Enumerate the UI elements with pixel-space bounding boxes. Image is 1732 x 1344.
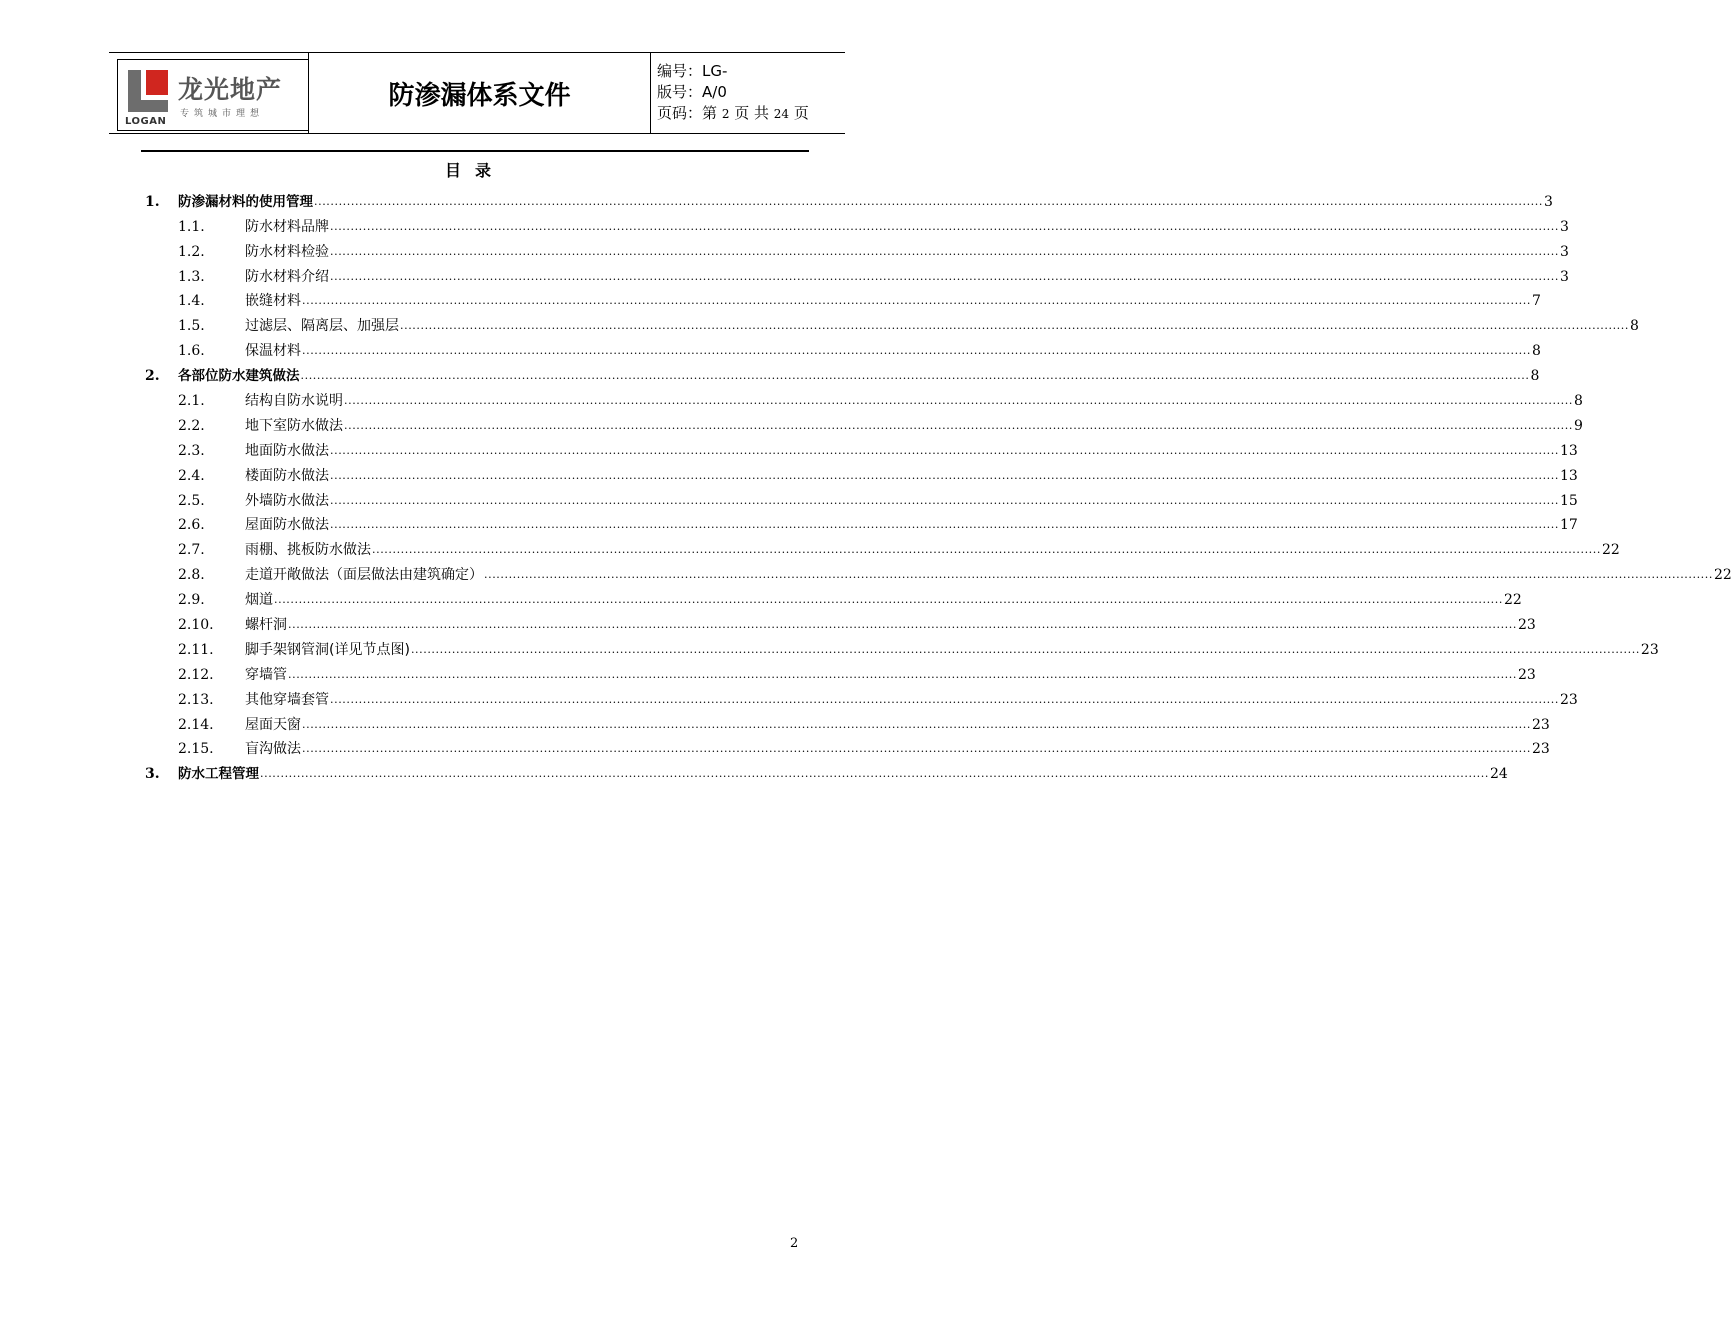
toc-entry-page: 13	[1559, 442, 1578, 459]
toc-entry-number: 2.11.	[178, 641, 214, 658]
toc-leader-dots: ............................................................................................................................................................................................................................................................................................................	[330, 219, 1559, 233]
toc-leader-dots: ............................................................................................................................................................................................................................................................................................................	[330, 692, 1559, 706]
toc-entry-page: 3	[1543, 193, 1553, 210]
toc-entry-text: 脚手架钢管洞(详见节点图)	[245, 641, 410, 658]
toc-leader-dots: ............................................................................................................................................................................................................................................................................................................	[302, 717, 1531, 731]
toc-entry-page: 24	[1489, 766, 1508, 783]
toc-leader-dots: ............................................................................................................................................................................................................................................................................................................	[372, 543, 1601, 557]
toc-leader-dots: ............................................................................................................................................................................................................................................................................................................	[330, 518, 1559, 532]
toc-entry-text: 地面防水做法	[245, 442, 329, 459]
toc-entry[interactable]	[145, 261, 1569, 286]
toc-leader-dots: ............................................................................................................................................................................................................................................................................................................	[400, 319, 1629, 333]
toc-entry-text: 各部位防水建筑做法	[178, 368, 300, 385]
toc-entry[interactable]	[145, 335, 1541, 360]
toc-entry[interactable]	[145, 734, 1550, 759]
toc-leader-dots: ............................................................................................................................................................................................................................................................................................................	[344, 418, 1573, 432]
toc-entry-page: 3	[1559, 268, 1569, 285]
toc-entry-page: 23	[1531, 741, 1550, 758]
toc-entry-text: 屋面防水做法	[245, 517, 329, 534]
toc-entry-number: 2.13.	[178, 691, 214, 708]
toc-entry[interactable]	[145, 360, 1540, 385]
toc-entry-text: 过滤层、隔离层、加强层	[245, 318, 399, 335]
toc-entry[interactable]	[145, 286, 1541, 311]
toc-entry-text: 烟道	[245, 592, 273, 609]
toc-entry-number: 1.1.	[178, 218, 205, 235]
toc-entry-number: 1.4.	[178, 293, 205, 310]
toc-entry-text: 保温材料	[245, 343, 301, 360]
toc-entry-number: 2.4.	[178, 467, 205, 484]
toc-leader-dots: ............................................................................................................................................................................................................................................................................................................	[410, 642, 1640, 656]
toc-leader-dots: ............................................................................................................................................................................................................................................................................................................	[330, 269, 1559, 283]
toc-entry-text: 屋面天窗	[245, 716, 301, 733]
toc-entry-text: 防水材料检验	[245, 243, 329, 260]
toc-entry[interactable]	[145, 634, 1659, 659]
toc-entry-text: 外墙防水做法	[245, 492, 329, 509]
doc-page-info: 页码：第 2 页 共 24 页	[657, 104, 809, 122]
toc-entry-text: 走道开敞做法（面层做法由建筑确定）	[245, 567, 483, 584]
toc-entry-page: 7	[1531, 293, 1541, 310]
toc-entry[interactable]	[145, 460, 1578, 485]
toc-entry[interactable]	[145, 758, 1508, 783]
toc-entry-page: 22	[1503, 592, 1522, 609]
toc-leader-dots: ............................................................................................................................................................................................................................................................................................................	[302, 742, 1531, 756]
toc-leader-dots: ............................................................................................................................................................................................................................................................................................................	[484, 568, 1713, 582]
toc-entry-page: 23	[1640, 641, 1659, 658]
toc-entry-number: 2.2.	[178, 417, 205, 434]
toc-leader-dots: ............................................................................................................................................................................................................................................................................................................	[314, 194, 1543, 208]
doc-code: 编号：LG-	[657, 62, 728, 80]
toc-entry-page: 22	[1601, 542, 1620, 559]
toc-entry-text: 防水材料品牌	[245, 218, 329, 235]
toc-entry-page: 23	[1517, 666, 1536, 683]
toc-entry-text: 防渗漏材料的使用管理	[178, 193, 313, 210]
toc-entry-page: 23	[1517, 617, 1536, 634]
company-logo	[117, 59, 309, 131]
toc-entry-page: 8	[1573, 393, 1583, 410]
toc-entry-number: 1.3.	[178, 268, 205, 285]
toc-entry-number: 3.	[145, 766, 160, 783]
toc-entry-page: 17	[1559, 517, 1578, 534]
header-divider	[650, 53, 651, 133]
toc-entry-page: 8	[1531, 343, 1541, 360]
toc-leader-dots: ............................................................................................................................................................................................................................................................................................................	[300, 369, 1530, 383]
toc-entry-number: 2.7.	[178, 542, 205, 559]
toc-entry[interactable]	[145, 584, 1522, 609]
toc-entry-page: 15	[1559, 492, 1578, 509]
toc-entry[interactable]	[145, 410, 1583, 435]
toc-entry-text: 楼面防水做法	[245, 467, 329, 484]
toc-entry-text: 盲沟做法	[245, 741, 301, 758]
toc-entry-number: 2.10.	[178, 617, 214, 634]
toc-entry-number: 2.12.	[178, 666, 214, 683]
toc-entry[interactable]	[145, 385, 1583, 410]
toc-leader-dots: ............................................................................................................................................................................................................................................................................................................	[344, 394, 1573, 408]
table-of-contents	[145, 186, 1732, 783]
toc-entry[interactable]	[145, 236, 1569, 261]
toc-entry-number: 1.5.	[178, 318, 205, 335]
doc-version: 版号：A/0	[657, 83, 727, 101]
logo-mark-icon	[128, 70, 168, 112]
toc-entry-text: 防水材料介绍	[245, 268, 329, 285]
toc-entry[interactable]	[145, 659, 1536, 684]
toc-entry[interactable]	[145, 534, 1620, 559]
logo-english-name: LOGAN	[125, 116, 167, 127]
toc-entry-text: 其他穿墙套管	[245, 691, 329, 708]
toc-leader-dots: ............................................................................................................................................................................................................................................................................................................	[330, 443, 1559, 457]
document-meta	[657, 61, 809, 124]
toc-entry[interactable]	[145, 559, 1732, 584]
toc-entry-text: 穿墙管	[245, 666, 287, 683]
logo-chinese-name: 龙光地产	[178, 75, 283, 104]
toc-entry[interactable]	[145, 485, 1578, 510]
toc-leader-dots: ............................................................................................................................................................................................................................................................................................................	[330, 244, 1559, 258]
toc-entry-text: 防水工程管理	[178, 766, 259, 783]
toc-entry-page: 3	[1559, 243, 1569, 260]
toc-entry-number: 2.15.	[178, 741, 214, 758]
toc-entry-text: 雨棚、挑板防水做法	[245, 542, 371, 559]
toc-entry-number: 2.	[145, 368, 160, 385]
toc-entry-number: 2.5.	[178, 492, 205, 509]
toc-entry-page: 23	[1559, 691, 1578, 708]
toc-entry-number: 2.9.	[178, 592, 205, 609]
toc-leader-dots: ............................................................................................................................................................................................................................................................................................................	[330, 468, 1559, 482]
toc-entry-number: 1.	[145, 193, 160, 210]
toc-entry-page: 8	[1629, 318, 1639, 335]
toc-entry-page: 8	[1530, 368, 1540, 385]
toc-entry[interactable]	[145, 510, 1578, 535]
toc-entry-page: 3	[1559, 218, 1569, 235]
toc-entry[interactable]	[145, 310, 1639, 335]
toc-entry-page: 23	[1531, 716, 1550, 733]
toc-entry-number: 2.3.	[178, 442, 205, 459]
toc-entry-page: 22	[1713, 567, 1732, 584]
toc-entry[interactable]	[145, 709, 1550, 734]
toc-leader-dots: ............................................................................................................................................................................................................................................................................................................	[288, 618, 1517, 632]
toc-entry-text: 结构自防水说明	[245, 393, 343, 410]
toc-entry[interactable]	[145, 684, 1578, 709]
toc-leader-dots: ............................................................................................................................................................................................................................................................................................................	[302, 294, 1531, 308]
toc-entry-number: 2.8.	[178, 567, 205, 584]
toc-top-rule	[141, 150, 809, 152]
toc-leader-dots: ............................................................................................................................................................................................................................................................................................................	[260, 767, 1489, 781]
toc-entry-text: 螺杆洞	[245, 617, 287, 634]
toc-leader-dots: ............................................................................................................................................................................................................................................................................................................	[274, 593, 1503, 607]
toc-entry[interactable]	[145, 435, 1578, 460]
document-title: 防渗漏体系文件	[388, 80, 571, 111]
page-number: 2	[790, 1236, 799, 1251]
toc-entry-text: 地下室防水做法	[245, 417, 343, 434]
toc-entry-number: 1.6.	[178, 343, 205, 360]
toc-leader-dots: ............................................................................................................................................................................................................................................................................................................	[288, 667, 1517, 681]
logo-tagline: 专筑城市理想	[180, 109, 265, 119]
toc-leader-dots: ............................................................................................................................................................................................................................................................................................................	[330, 493, 1559, 507]
toc-leader-dots: ............................................................................................................................................................................................................................................................................................................	[302, 344, 1531, 358]
toc-entry-text: 嵌缝材料	[245, 293, 301, 310]
toc-entry-number: 2.6.	[178, 517, 205, 534]
toc-entry[interactable]	[145, 609, 1536, 634]
document-header	[109, 52, 845, 134]
toc-entry[interactable]	[145, 211, 1569, 236]
toc-entry[interactable]	[145, 186, 1553, 211]
toc-entry-page: 9	[1573, 417, 1583, 434]
toc-entry-number: 2.14.	[178, 716, 214, 733]
toc-title: 目录	[444, 161, 505, 180]
toc-entry-number: 2.1.	[178, 393, 205, 410]
toc-entry-number: 1.2.	[178, 243, 205, 260]
toc-entry-page: 13	[1559, 467, 1578, 484]
